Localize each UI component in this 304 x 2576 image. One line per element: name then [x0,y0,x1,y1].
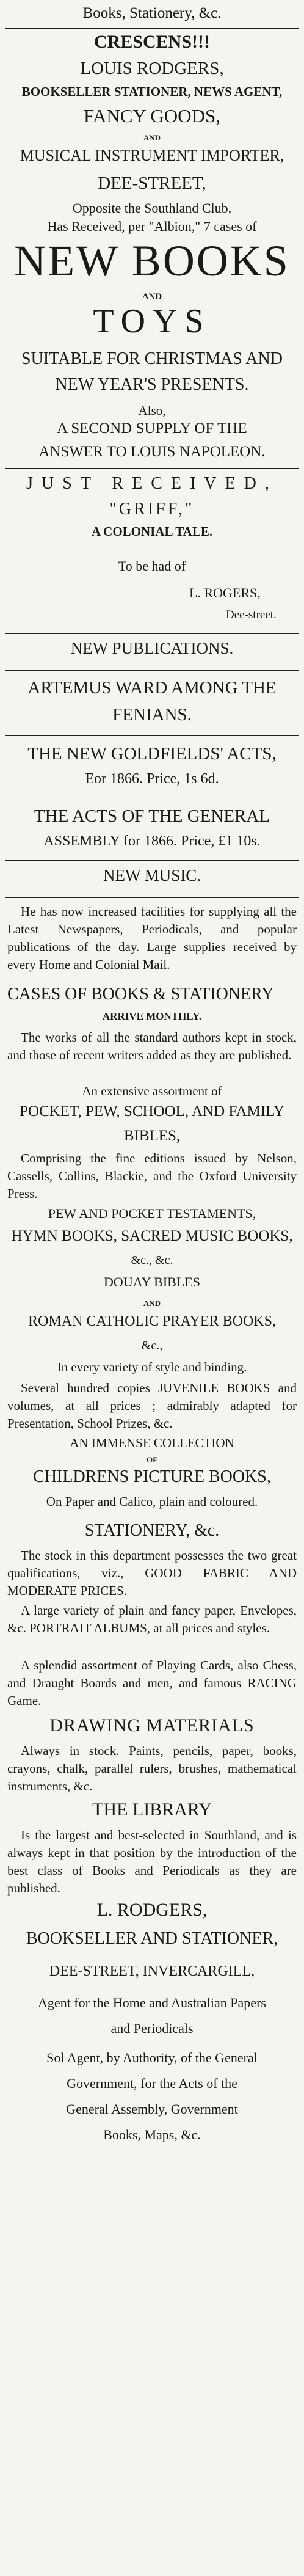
ad-douay: DOUAY BIBLES [104,1274,200,1290]
ad-goldfields-2: Eor 1866. Price, 1s 6d. [85,771,219,787]
ad-calico: On Paper and Calico, plain and coloured. [46,1494,258,1509]
paragraph-newspapers: He has now increased facilities for supplying all the Latest Newspapers, Periodicals, and popular publications of the day. Large supplies received by every Home and Colonial Mail. [7,904,297,972]
ad-second-supply: A SECOND SUPPLY OF THE [57,420,247,437]
ad-and: AND [143,133,161,142]
paragraph-library: Is the largest and best-selected in Southland, and is always kept in that position by the introduction of the best class of Books and Periodicals as they are published. [7,1828,297,1896]
ad-assembly: General Assembly, Government [66,2101,238,2117]
divider [5,633,299,634]
ad-drawing-materials: DRAWING MATERIALS [49,1715,255,1735]
ad-toys: TOYS [93,302,211,340]
ad-hymn-books: HYMN BOOKS, SACRED MUSIC BOOKS, [11,1228,293,1244]
ad-musical: MUSICAL INSTRUMENT IMPORTER, [20,147,284,164]
ad-new-publications: NEW PUBLICATIONS. [70,639,234,657]
ad-sol-agent: Sol Agent, by Authority, of the General [46,2050,258,2065]
ad-just-received: JUST RECEIVED, [26,474,278,493]
ad-books-maps: Books, Maps, &c. [103,2127,201,2142]
ad-and-3: AND [143,1299,161,1308]
ad-dee-street: Dee-street. [226,608,277,621]
ad-acts-1: THE ACTS OF THE GENERAL [34,806,270,826]
ad-opposite: Opposite the Southland Club, [72,200,232,216]
ad-of: OF [146,1455,158,1464]
paragraph-playing-cards: A splendid assortment of Playing Cards, also Chess, and Draught Boards and men, and famous RACING Game. [7,1658,297,1708]
divider [5,670,299,671]
paragraph-juvenile: Several hundred copies JUVENILE BOOKS and volumes, at all prices ; admirably adapted for Presentation, School Prizes, &c. [7,1381,297,1431]
divider [5,860,299,861]
divider [5,735,299,736]
ad-pocket-pew: POCKET, PEW, SCHOOL, AND FAMILY [20,1103,284,1120]
ad-new-music: NEW MUSIC. [103,866,201,885]
ad-acts-2: ASSEMBLY for 1866. Price, £1 10s. [43,833,261,849]
ad-new-year: NEW YEAR'S PRESENTS. [55,375,249,394]
ad-etc-1: &c., &c. [131,1253,173,1267]
ad-bookseller: BOOKSELLER AND STATIONER, [26,1929,278,1948]
ad-children: CHILDRENS PICTURE BOOKS, [33,1467,271,1486]
paragraph-editions: Comprising the fine editions issued by Nelson, Cassells, Collins, Blackie, and the Oxford University Press. [7,1151,297,1201]
ad-arrive-monthly: ARRIVE MONTHLY. [102,1010,202,1022]
ad-l-rodgers: L. RODGERS, [96,1900,208,1920]
ad-name: LOUIS RODGERS, [80,59,224,78]
ad-trade: BOOKSELLER STATIONER, NEWS AGENT, [21,84,283,99]
ad-goldfields-1: THE NEW GOLDFIELDS' ACTS, [27,744,277,764]
divider [5,897,299,898]
ad-roman-catholic: ROMAN CATHOLIC PRAYER BOOKS, [28,1313,276,1329]
ad-colonial-tale: A COLONIAL TALE. [91,524,213,539]
divider [5,28,299,29]
paragraph-stock: The stock in this department possesses the two great qualifications, viz., GOOD FABRIC AND MODERATE PRICES. [7,1548,297,1598]
ad-crescens: CRESCENS!!! [93,32,211,52]
paragraph-paper: A large variety of plain and fancy paper, Envelopes, &c. PORTRAIT ALBUMS, at all prices and styles. [7,1603,297,1635]
ad-and-2: AND [142,292,162,302]
ad-received: Has Received, per "Albion," 7 cases of [47,219,257,234]
ad-answer: ANSWER TO LOUIS NAPOLEON. [38,443,266,460]
ad-artemus-1: ARTEMUS WARD AMONG THE [27,678,277,698]
ad-pew-testaments: PEW AND POCKET TESTAMENTS, [48,1206,256,1221]
ad-street: DEE-STREET, [98,173,206,193]
paragraph-standard-authors: The works of all the standard authors kept in stock, and those of recent writers added as they are published. [7,1030,297,1062]
ad-variety: In every variety of style and binding. [57,1360,247,1374]
ad-griff: "GRIFF," [109,500,195,519]
ad-rogers: L. ROGERS, [189,585,261,600]
ad-dee-invercargill: DEE-STREET, INVERCARGILL, [49,1963,255,1979]
ad-periodicals: and Periodicals [110,2021,194,2036]
ad-fancy-goods: FANCY GOODS, [84,105,220,126]
ad-bibles: BIBLES, [123,1128,181,1144]
ad-to-be-had: To be had of [118,558,186,574]
ad-government: Government, for the Acts of the [67,2076,237,2091]
ad-suitable: SUITABLE FOR CHRISTMAS AND [21,349,283,368]
ad-artemus-2: FENIANS. [112,705,192,724]
divider [5,468,299,469]
ad-also: Also, [138,403,166,418]
ad-agent: Agent for the Home and Australian Papers [38,1995,266,2010]
ad-new-books: NEW BOOKS [14,236,290,285]
ad-library: THE LIBRARY [92,1800,212,1820]
ad-stationery: STATIONERY, &c. [84,1521,220,1540]
ad-cases: CASES OF BOOKS & STATIONERY [7,985,274,1004]
ad-etc-2: &c., [141,1339,163,1352]
ad-immense: AN IMMENSE COLLECTION [70,1436,234,1450]
paragraph-drawing: Always in stock. Paints, pencils, paper, books, crayons, chalk, parallel rulers, brushes, mathematical instruments, &c. [7,1743,297,1793]
column-header: Books, Stationery, &c. [82,5,222,21]
ad-extensive: An extensive assortment of [82,1084,222,1098]
